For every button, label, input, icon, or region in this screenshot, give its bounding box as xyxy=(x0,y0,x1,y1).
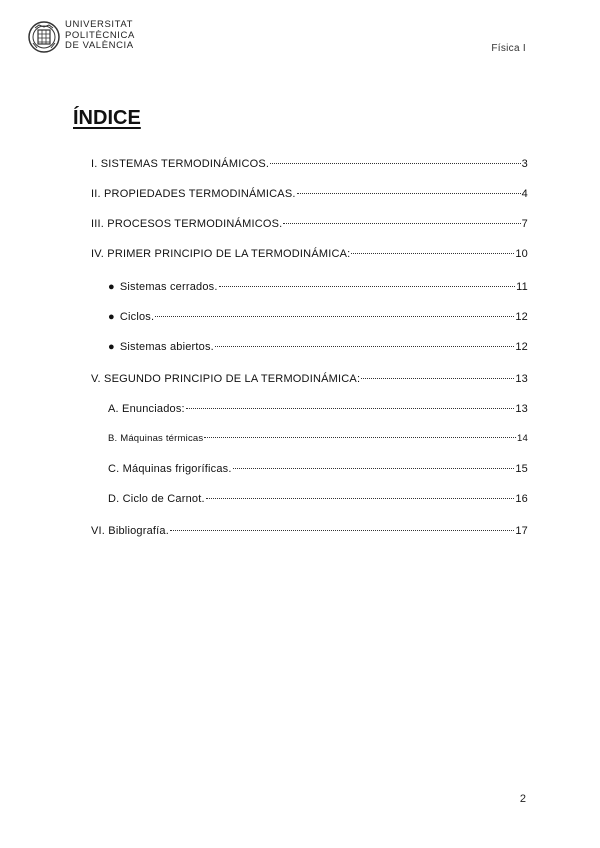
toc-leader-dots xyxy=(233,468,515,469)
toc-entry[interactable] xyxy=(108,341,528,353)
toc-entry-label: VI. Bibliografía. xyxy=(91,525,169,537)
toc-entry-label: I. SISTEMAS TERMODINÁMICOS. xyxy=(91,158,270,170)
toc-entry[interactable] xyxy=(108,311,528,323)
toc-entry-label: III. PROCESOS TERMODINÁMICOS. xyxy=(91,218,283,230)
toc-entry-label: V. SEGUNDO PRINCIPIO DE LA TERMODINÁMICA: xyxy=(91,373,361,385)
toc-leader-dots xyxy=(186,408,515,409)
toc-entry-page: 16 xyxy=(515,493,528,505)
logo-line-3: DE VALÈNCIA xyxy=(65,40,134,51)
toc-leader-dots xyxy=(204,437,516,438)
toc-entry[interactable] xyxy=(108,403,528,415)
toc-entry-page: 13 xyxy=(515,373,528,385)
toc-entry[interactable] xyxy=(91,188,528,200)
toc-entry-page: 17 xyxy=(515,525,528,537)
toc-entry-page: 13 xyxy=(515,403,528,415)
page-number: 2 xyxy=(519,793,526,805)
logo-line-1: UNIVERSITAT xyxy=(65,19,134,30)
logo-line-2: POLITÈCNICA xyxy=(65,29,135,41)
toc-entry-page: 10 xyxy=(515,248,528,260)
toc-leader-dots xyxy=(170,530,514,531)
toc-leader-dots xyxy=(361,378,514,379)
toc-entry[interactable] xyxy=(108,433,528,444)
toc-leader-dots xyxy=(215,346,514,347)
toc-entry-label: B. Máquinas térmicas xyxy=(108,433,204,444)
toc-entry-page: 12 xyxy=(515,341,528,353)
toc-entry-label: IV. PRIMER PRINCIPIO DE LA TERMODINÁMICA: xyxy=(91,248,351,260)
toc-entry-page: 12 xyxy=(515,311,528,323)
toc-leader-dots xyxy=(219,286,516,287)
toc-leader-dots xyxy=(283,223,520,224)
university-name xyxy=(65,20,135,52)
toc-entry[interactable] xyxy=(91,158,528,170)
bullet-icon: ● xyxy=(108,341,115,353)
toc-entry-label: Ciclos. xyxy=(119,311,155,323)
toc-entry[interactable] xyxy=(108,493,528,505)
toc-entry-page: 14 xyxy=(517,433,528,444)
toc-leader-dots xyxy=(155,316,514,317)
course-name: Física I xyxy=(491,43,526,54)
toc-entry-page: 3 xyxy=(521,158,528,170)
university-emblem-icon xyxy=(27,19,61,55)
toc-leader-dots xyxy=(206,498,515,499)
toc-entry[interactable] xyxy=(91,373,528,385)
toc-entry-page: 4 xyxy=(521,188,528,200)
toc-leader-dots xyxy=(297,193,521,194)
toc-entry[interactable] xyxy=(91,248,528,260)
toc-entry-label: Sistemas abiertos. xyxy=(119,341,214,353)
toc-entry-page: 15 xyxy=(515,463,528,475)
bullet-icon: ● xyxy=(108,311,115,323)
toc-leader-dots xyxy=(270,163,521,164)
toc-entry-page: 11 xyxy=(516,281,528,293)
toc-entry[interactable] xyxy=(91,218,528,230)
university-logo xyxy=(27,19,137,57)
toc-entry-label: II. PROPIEDADES TERMODINÁMICAS. xyxy=(91,188,296,200)
toc-entry[interactable] xyxy=(91,525,528,537)
toc-entry-label: A. Enunciados: xyxy=(108,403,185,415)
toc-entry-label: C. Máquinas frigoríficas. xyxy=(108,463,232,475)
toc-entry[interactable] xyxy=(108,281,528,293)
toc-entry-label: Sistemas cerrados. xyxy=(119,281,218,293)
toc-entry-page: 7 xyxy=(521,218,528,230)
page-title: ÍNDICE xyxy=(73,107,141,129)
toc-leader-dots xyxy=(351,253,514,254)
toc-entry-label: D. Ciclo de Carnot. xyxy=(108,493,205,505)
toc-entry[interactable] xyxy=(108,463,528,475)
bullet-icon: ● xyxy=(108,281,115,293)
